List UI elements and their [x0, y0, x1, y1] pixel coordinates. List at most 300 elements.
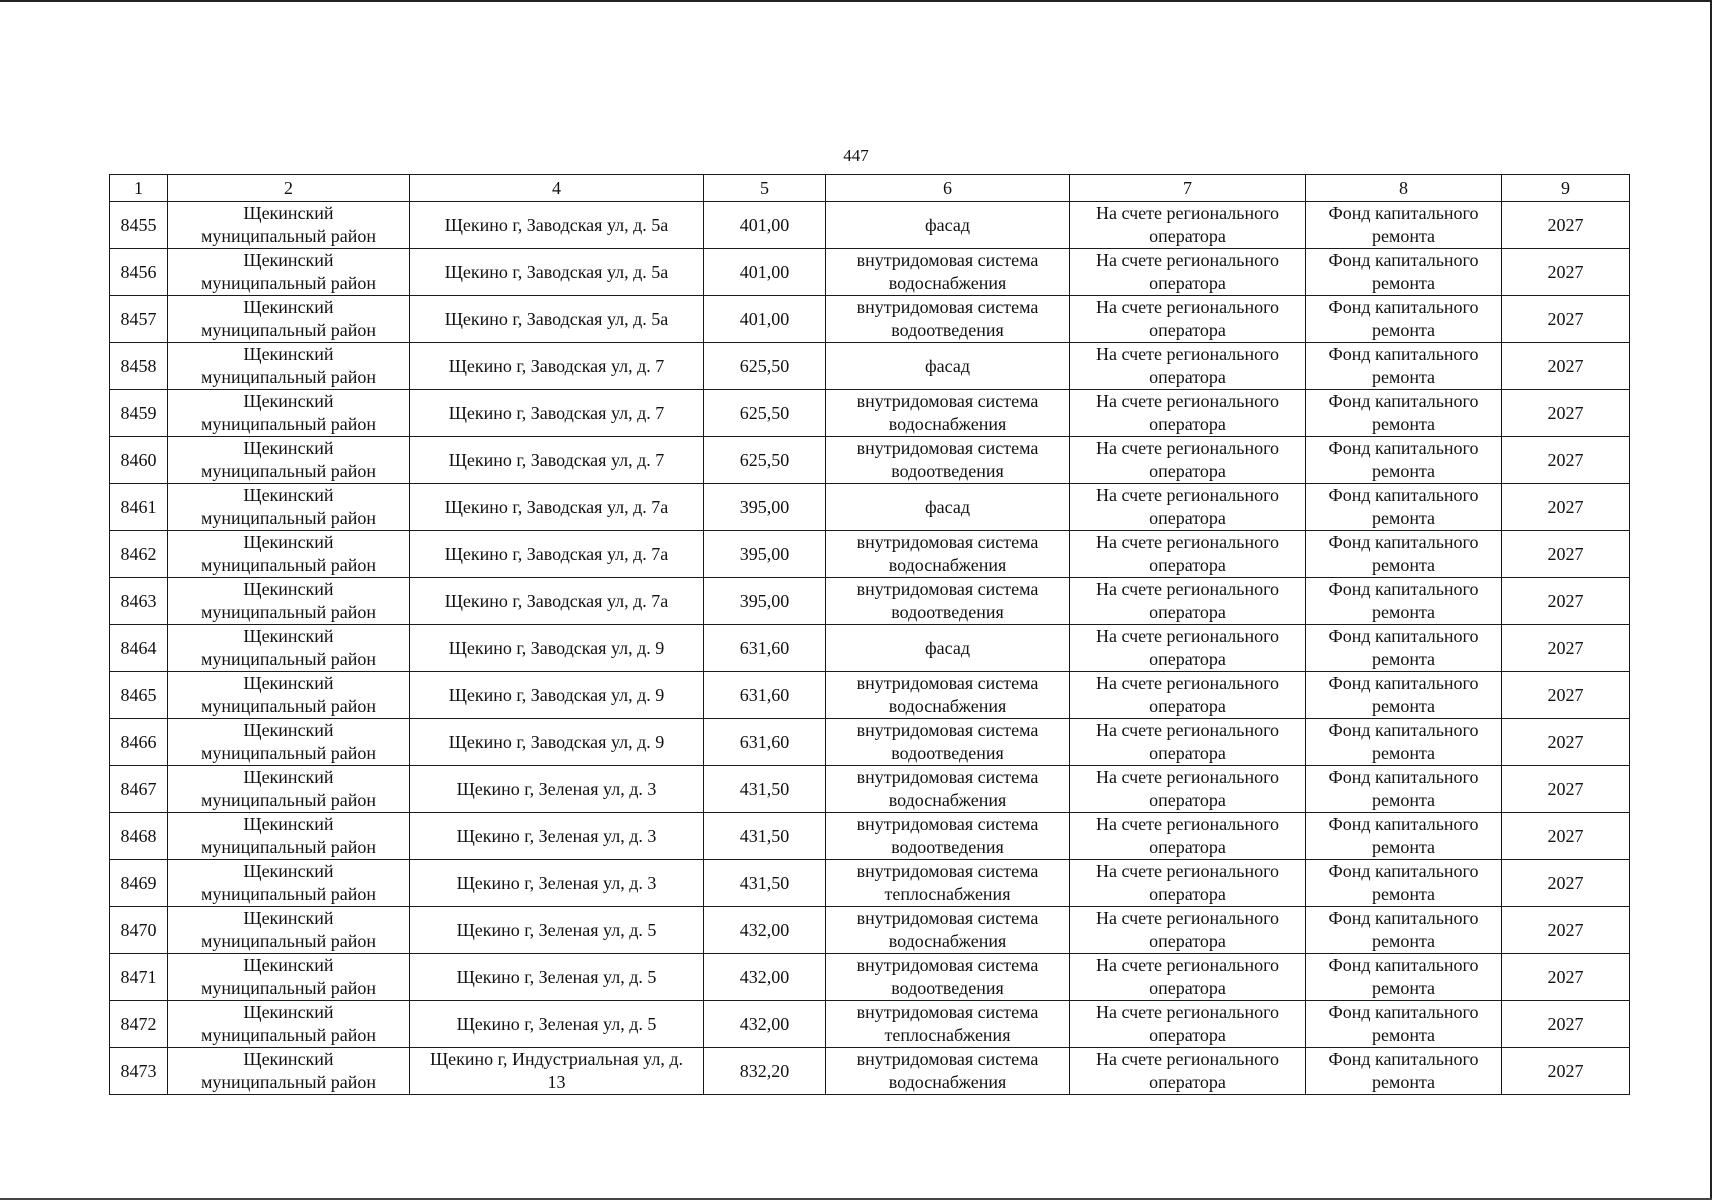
- address-cell: [410, 578, 704, 625]
- address-cell: [410, 672, 704, 719]
- funding-source-cell-line: Фонд капитального: [1328, 485, 1479, 505]
- repair-element-cell-line: водоотведения: [891, 978, 1004, 998]
- repair-element-cell-line: внутридомовая система: [856, 955, 1039, 975]
- year-cell: 2027: [1502, 202, 1630, 249]
- area-value-cell: 401,00: [704, 249, 826, 296]
- area-value-cell: 432,00: [704, 1001, 826, 1048]
- address-cell-line: 13: [547, 1072, 566, 1092]
- funding-source-cell-line: Фонд капитального: [1328, 203, 1479, 223]
- account-type-cell-line: На счете регионального: [1095, 391, 1280, 411]
- account-type-cell-line: На счете регионального: [1095, 297, 1280, 317]
- table-row: [110, 860, 1630, 907]
- repair-element-cell: [826, 860, 1070, 907]
- district-cell-line: муниципальный район: [200, 367, 376, 387]
- funding-source-cell-line: ремонта: [1371, 743, 1436, 763]
- funding-source-cell: [1306, 1048, 1502, 1095]
- table-row: [110, 437, 1630, 484]
- address-cell: [410, 860, 704, 907]
- district-cell-line: Щекинский: [243, 767, 334, 787]
- area-value-cell: 431,50: [704, 813, 826, 860]
- funding-source-cell-line: ремонта: [1371, 884, 1436, 904]
- address-cell-line: Щекино г, Заводская ул, д. 7а: [444, 590, 669, 611]
- row-number-cell: 8456: [110, 249, 168, 296]
- funding-source-cell: [1306, 625, 1502, 672]
- account-type-cell-line: оператора: [1149, 696, 1226, 716]
- account-type-cell: [1070, 954, 1306, 1001]
- account-type-cell-line: На счете регионального: [1095, 767, 1280, 787]
- account-type-cell-line: оператора: [1149, 1072, 1226, 1092]
- year-cell: 2027: [1502, 719, 1630, 766]
- repair-element-cell-line: внутридомовая система: [856, 391, 1039, 411]
- address-cell-line: Щекино г, Заводская ул, д. 9: [448, 731, 665, 752]
- district-cell-line: муниципальный район: [200, 414, 376, 434]
- district-cell-line: муниципальный район: [200, 931, 376, 951]
- funding-source-cell-line: ремонта: [1371, 1025, 1436, 1045]
- repair-element-cell-line: внутридомовая система: [856, 720, 1039, 740]
- district-cell: [168, 390, 410, 437]
- account-type-cell-line: На счете регионального: [1095, 438, 1280, 458]
- table-row: [110, 202, 1630, 249]
- repair-element-cell: [826, 484, 1070, 531]
- account-type-cell: [1070, 202, 1306, 249]
- funding-source-cell: [1306, 954, 1502, 1001]
- repair-element-cell-line: внутридомовая система: [856, 908, 1039, 928]
- account-type-cell-line: оператора: [1149, 602, 1226, 622]
- district-cell-line: муниципальный район: [200, 602, 376, 622]
- year-cell: 2027: [1502, 766, 1630, 813]
- table-row: [110, 484, 1630, 531]
- funding-source-cell: [1306, 860, 1502, 907]
- row-number-cell: 8466: [110, 719, 168, 766]
- row-number-cell: 8471: [110, 954, 168, 1001]
- district-cell: [168, 672, 410, 719]
- account-type-cell-line: оператора: [1149, 320, 1226, 340]
- document-table-container: [109, 174, 1630, 1095]
- district-cell-line: муниципальный район: [200, 743, 376, 763]
- funding-source-cell-line: Фонд капитального: [1328, 673, 1479, 693]
- funding-source-cell-line: ремонта: [1371, 1072, 1436, 1092]
- account-type-cell-line: На счете регионального: [1095, 1049, 1280, 1069]
- repair-element-cell-line: водоотведения: [891, 461, 1004, 481]
- row-number-cell: 8470: [110, 907, 168, 954]
- repair-element-cell-line: теплоснабжения: [884, 1025, 1011, 1045]
- account-type-cell-line: оператора: [1149, 649, 1226, 669]
- district-cell: [168, 719, 410, 766]
- funding-source-cell-line: ремонта: [1371, 790, 1436, 810]
- repair-element-cell: [826, 719, 1070, 766]
- funding-source-cell: [1306, 390, 1502, 437]
- account-type-cell: [1070, 484, 1306, 531]
- row-number-cell: 8473: [110, 1048, 168, 1095]
- district-cell: [168, 578, 410, 625]
- address-cell: [410, 343, 704, 390]
- year-cell: 2027: [1502, 390, 1630, 437]
- area-value-cell: 395,00: [704, 578, 826, 625]
- account-type-cell-line: На счете регионального: [1095, 532, 1280, 552]
- district-cell: [168, 484, 410, 531]
- repair-element-cell: [826, 578, 1070, 625]
- district-cell-line: муниципальный район: [200, 226, 376, 246]
- funding-source-cell-line: Фонд капитального: [1328, 767, 1479, 787]
- table-row: [110, 907, 1630, 954]
- funding-source-cell-line: ремонта: [1371, 273, 1436, 293]
- address-cell-line: Щекино г, Заводская ул, д. 7: [448, 355, 665, 376]
- address-cell: [410, 813, 704, 860]
- funding-source-cell-line: ремонта: [1371, 978, 1436, 998]
- district-cell: [168, 1048, 410, 1095]
- district-cell: [168, 907, 410, 954]
- row-number-cell: 8469: [110, 860, 168, 907]
- repair-element-cell: [826, 1048, 1070, 1095]
- repair-element-cell-line: водоотведения: [891, 602, 1004, 622]
- year-cell: 2027: [1502, 907, 1630, 954]
- address-cell-line: Щекино г, Заводская ул, д. 7а: [444, 496, 669, 517]
- funding-source-cell-line: ремонта: [1371, 931, 1436, 951]
- address-cell-line: Щекино г, Заводская ул, д. 7: [448, 402, 665, 423]
- table-row: [110, 1048, 1630, 1095]
- funding-source-cell: [1306, 296, 1502, 343]
- district-cell-line: муниципальный район: [200, 1072, 376, 1092]
- address-cell-line: Щекино г, Заводская ул, д. 7а: [444, 543, 669, 564]
- funding-source-cell: [1306, 1001, 1502, 1048]
- repair-element-cell-line: внутридомовая система: [856, 767, 1039, 787]
- repair-element-cell-line: фасад: [924, 214, 970, 235]
- row-number-cell: 8463: [110, 578, 168, 625]
- repair-element-cell-line: водоснабжения: [888, 931, 1007, 951]
- address-cell-line: Щекино г, Заводская ул, д. 9: [448, 684, 665, 705]
- table-row: [110, 954, 1630, 1001]
- row-number-cell: 8458: [110, 343, 168, 390]
- repair-element-cell: [826, 249, 1070, 296]
- account-type-cell-line: На счете регионального: [1095, 955, 1280, 975]
- account-type-cell-line: На счете регионального: [1095, 720, 1280, 740]
- repair-element-cell: [826, 437, 1070, 484]
- district-cell-line: Щекинский: [243, 861, 334, 881]
- row-number-cell: 8460: [110, 437, 168, 484]
- year-cell: 2027: [1502, 437, 1630, 484]
- district-cell-line: Щекинский: [243, 203, 334, 223]
- funding-source-cell: [1306, 343, 1502, 390]
- area-value-cell: 432,00: [704, 954, 826, 1001]
- repair-element-cell-line: внутридомовая система: [856, 861, 1039, 881]
- repair-element-cell-line: внутридомовая система: [856, 1049, 1039, 1069]
- funding-source-cell-line: Фонд капитального: [1328, 1049, 1479, 1069]
- district-cell-line: Щекинский: [243, 391, 334, 411]
- funding-source-cell-line: Фонд капитального: [1328, 579, 1479, 599]
- funding-source-cell-line: Фонд капитального: [1328, 955, 1479, 975]
- repair-element-cell-line: водоотведения: [891, 743, 1004, 763]
- funding-source-cell: [1306, 578, 1502, 625]
- account-type-cell-line: оператора: [1149, 837, 1226, 857]
- funding-source-cell-line: ремонта: [1371, 320, 1436, 340]
- year-cell: 2027: [1502, 672, 1630, 719]
- area-value-cell: 431,50: [704, 766, 826, 813]
- district-cell-line: муниципальный район: [200, 461, 376, 481]
- district-cell: [168, 296, 410, 343]
- district-cell-line: муниципальный район: [200, 884, 376, 904]
- district-cell: [168, 625, 410, 672]
- account-type-cell-line: На счете регионального: [1095, 203, 1280, 223]
- district-cell-line: Щекинский: [243, 1002, 334, 1022]
- row-number-cell: 8459: [110, 390, 168, 437]
- repair-element-cell-line: водоснабжения: [888, 414, 1007, 434]
- district-cell-line: Щекинский: [243, 344, 334, 364]
- row-number-cell: 8472: [110, 1001, 168, 1048]
- account-type-cell: [1070, 531, 1306, 578]
- repair-element-cell-line: теплоснабжения: [884, 884, 1011, 904]
- column-header: 2: [168, 175, 410, 202]
- account-type-cell: [1070, 343, 1306, 390]
- district-cell: [168, 766, 410, 813]
- funding-source-cell-line: ремонта: [1371, 696, 1436, 716]
- account-type-cell-line: оператора: [1149, 790, 1226, 810]
- account-type-cell-line: оператора: [1149, 414, 1226, 434]
- table-row: [110, 531, 1630, 578]
- funding-source-cell: [1306, 202, 1502, 249]
- account-type-cell: [1070, 390, 1306, 437]
- account-type-cell-line: На счете регионального: [1095, 344, 1280, 364]
- repair-element-cell-line: внутридомовая система: [856, 532, 1039, 552]
- repair-element-cell: [826, 531, 1070, 578]
- address-cell: [410, 531, 704, 578]
- account-type-cell: [1070, 578, 1306, 625]
- funding-source-cell: [1306, 766, 1502, 813]
- page-number: 447: [843, 146, 869, 165]
- account-type-cell-line: оператора: [1149, 508, 1226, 528]
- year-cell: 2027: [1502, 484, 1630, 531]
- address-cell-line: Щекино г, Заводская ул, д. 7: [448, 449, 665, 470]
- account-type-cell-line: оператора: [1149, 367, 1226, 387]
- funding-source-cell-line: ремонта: [1371, 649, 1436, 669]
- year-cell: 2027: [1502, 1048, 1630, 1095]
- account-type-cell: [1070, 249, 1306, 296]
- capital-repair-table: [109, 174, 1630, 1095]
- column-header: 4: [410, 175, 704, 202]
- funding-source-cell-line: ремонта: [1371, 602, 1436, 622]
- repair-element-cell-line: внутридомовая система: [856, 1002, 1039, 1022]
- account-type-cell-line: оператора: [1149, 1025, 1226, 1045]
- account-type-cell-line: На счете регионального: [1095, 579, 1280, 599]
- district-cell: [168, 202, 410, 249]
- account-type-cell-line: На счете регионального: [1095, 673, 1280, 693]
- account-type-cell: [1070, 1048, 1306, 1095]
- funding-source-cell: [1306, 437, 1502, 484]
- area-value-cell: 625,50: [704, 437, 826, 484]
- district-cell-line: Щекинский: [243, 720, 334, 740]
- account-type-cell-line: На счете регионального: [1095, 861, 1280, 881]
- address-cell-line: Щекино г, Заводская ул, д. 9: [448, 637, 665, 658]
- year-cell: 2027: [1502, 1001, 1630, 1048]
- funding-source-cell-line: Фонд капитального: [1328, 720, 1479, 740]
- area-value-cell: 625,50: [704, 343, 826, 390]
- column-header: 6: [826, 175, 1070, 202]
- row-number-cell: 8468: [110, 813, 168, 860]
- address-cell: [410, 625, 704, 672]
- repair-element-cell-line: фасад: [924, 496, 970, 517]
- funding-source-cell-line: Фонд капитального: [1328, 438, 1479, 458]
- year-cell: 2027: [1502, 531, 1630, 578]
- district-cell: [168, 343, 410, 390]
- district-cell-line: Щекинский: [243, 814, 334, 834]
- district-cell-line: Щекинский: [243, 626, 334, 646]
- repair-element-cell-line: фасад: [924, 355, 970, 376]
- address-cell: [410, 907, 704, 954]
- column-header: 9: [1502, 175, 1630, 202]
- funding-source-cell-line: ремонта: [1371, 555, 1436, 575]
- row-number-cell: 8457: [110, 296, 168, 343]
- funding-source-cell-line: Фонд капитального: [1328, 1002, 1479, 1022]
- account-type-cell: [1070, 672, 1306, 719]
- district-cell-line: Щекинский: [243, 908, 334, 928]
- address-cell-line: Щекино г, Заводская ул, д. 5а: [444, 308, 669, 329]
- funding-source-cell: [1306, 531, 1502, 578]
- repair-element-cell-line: внутридомовая система: [856, 673, 1039, 693]
- account-type-cell-line: оператора: [1149, 931, 1226, 951]
- area-value-cell: 625,50: [704, 390, 826, 437]
- address-cell: [410, 1001, 704, 1048]
- area-value-cell: 631,60: [704, 719, 826, 766]
- repair-element-cell: [826, 625, 1070, 672]
- row-number-cell: 8467: [110, 766, 168, 813]
- repair-element-cell-line: внутридомовая система: [856, 438, 1039, 458]
- district-cell-line: муниципальный район: [200, 649, 376, 669]
- repair-element-cell-line: внутридомовая система: [856, 250, 1039, 270]
- repair-element-cell-line: внутридомовая система: [856, 579, 1039, 599]
- address-cell-line: Щекино г, Зеленая ул, д. 3: [456, 872, 657, 893]
- area-value-cell: 832,20: [704, 1048, 826, 1095]
- funding-source-cell: [1306, 249, 1502, 296]
- district-cell-line: муниципальный район: [200, 320, 376, 340]
- row-number-cell: 8462: [110, 531, 168, 578]
- table-row: [110, 1001, 1630, 1048]
- district-cell-line: муниципальный район: [200, 555, 376, 575]
- funding-source-cell-line: Фонд капитального: [1328, 391, 1479, 411]
- table-body: [110, 175, 1630, 1095]
- district-cell-line: муниципальный район: [200, 696, 376, 716]
- area-value-cell: 395,00: [704, 484, 826, 531]
- district-cell-line: Щекинский: [243, 438, 334, 458]
- address-cell: [410, 954, 704, 1001]
- repair-element-cell-line: водоотведения: [891, 837, 1004, 857]
- account-type-cell: [1070, 296, 1306, 343]
- address-cell-line: Щекино г, Индустриальная ул, д.: [429, 1049, 684, 1069]
- account-type-cell: [1070, 860, 1306, 907]
- account-type-cell-line: оператора: [1149, 226, 1226, 246]
- district-cell-line: Щекинский: [243, 579, 334, 599]
- account-type-cell: [1070, 766, 1306, 813]
- year-cell: 2027: [1502, 954, 1630, 1001]
- district-cell: [168, 1001, 410, 1048]
- district-cell: [168, 954, 410, 1001]
- table-row: [110, 625, 1630, 672]
- table-row: [110, 813, 1630, 860]
- area-value-cell: 431,50: [704, 860, 826, 907]
- district-cell: [168, 437, 410, 484]
- area-value-cell: 432,00: [704, 907, 826, 954]
- district-cell: [168, 531, 410, 578]
- funding-source-cell: [1306, 672, 1502, 719]
- account-type-cell: [1070, 625, 1306, 672]
- account-type-cell-line: оператора: [1149, 461, 1226, 481]
- account-type-cell-line: На счете регионального: [1095, 814, 1280, 834]
- account-type-cell-line: оператора: [1149, 978, 1226, 998]
- district-cell-line: Щекинский: [243, 1049, 334, 1069]
- address-cell: [410, 437, 704, 484]
- repair-element-cell: [826, 813, 1070, 860]
- district-cell-line: Щекинский: [243, 485, 334, 505]
- account-type-cell-line: На счете регионального: [1095, 1002, 1280, 1022]
- repair-element-cell: [826, 954, 1070, 1001]
- year-cell: 2027: [1502, 343, 1630, 390]
- area-value-cell: 395,00: [704, 531, 826, 578]
- account-type-cell-line: На счете регионального: [1095, 485, 1280, 505]
- row-number-cell: 8465: [110, 672, 168, 719]
- account-type-cell-line: На счете регионального: [1095, 626, 1280, 646]
- column-header: 8: [1306, 175, 1502, 202]
- district-cell-line: Щекинский: [243, 955, 334, 975]
- address-cell: [410, 249, 704, 296]
- account-type-cell: [1070, 719, 1306, 766]
- district-cell-line: Щекинский: [243, 250, 334, 270]
- district-cell: [168, 860, 410, 907]
- table-row: [110, 343, 1630, 390]
- funding-source-cell: [1306, 484, 1502, 531]
- address-cell: [410, 719, 704, 766]
- funding-source-cell-line: Фонд капитального: [1328, 626, 1479, 646]
- address-cell: [410, 390, 704, 437]
- funding-source-cell-line: Фонд капитального: [1328, 250, 1479, 270]
- district-cell-line: муниципальный район: [200, 508, 376, 528]
- column-header: 1: [110, 175, 168, 202]
- funding-source-cell-line: Фонд капитального: [1328, 861, 1479, 881]
- account-type-cell-line: оператора: [1149, 555, 1226, 575]
- address-cell-line: Щекино г, Зеленая ул, д. 3: [456, 825, 657, 846]
- address-cell: [410, 484, 704, 531]
- funding-source-cell-line: Фонд капитального: [1328, 814, 1479, 834]
- area-value-cell: 401,00: [704, 296, 826, 343]
- address-cell-line: Щекино г, Зеленая ул, д. 3: [456, 778, 657, 799]
- address-cell-line: Щекино г, Заводская ул, д. 5а: [444, 214, 669, 235]
- repair-element-cell-line: водоснабжения: [888, 273, 1007, 293]
- year-cell: 2027: [1502, 249, 1630, 296]
- account-type-cell-line: На счете регионального: [1095, 250, 1280, 270]
- row-number-cell: 8455: [110, 202, 168, 249]
- funding-source-cell-line: Фонд капитального: [1328, 297, 1479, 317]
- account-type-cell: [1070, 1001, 1306, 1048]
- funding-source-cell-line: ремонта: [1371, 414, 1436, 434]
- repair-element-cell-line: водоотведения: [891, 320, 1004, 340]
- account-type-cell-line: оператора: [1149, 884, 1226, 904]
- funding-source-cell: [1306, 907, 1502, 954]
- area-value-cell: 631,60: [704, 625, 826, 672]
- funding-source-cell-line: ремонта: [1371, 508, 1436, 528]
- funding-source-cell-line: ремонта: [1371, 461, 1436, 481]
- address-cell: [410, 202, 704, 249]
- repair-element-cell: [826, 296, 1070, 343]
- funding-source-cell-line: ремонта: [1371, 837, 1436, 857]
- district-cell-line: муниципальный район: [200, 978, 376, 998]
- repair-element-cell: [826, 343, 1070, 390]
- repair-element-cell-line: водоснабжения: [888, 790, 1007, 810]
- table-row: [110, 719, 1630, 766]
- table-row: [110, 390, 1630, 437]
- district-cell-line: Щекинский: [243, 532, 334, 552]
- area-value-cell: 631,60: [704, 672, 826, 719]
- district-cell-line: Щекинский: [243, 297, 334, 317]
- table-row: [110, 672, 1630, 719]
- funding-source-cell-line: Фонд капитального: [1328, 908, 1479, 928]
- repair-element-cell: [826, 907, 1070, 954]
